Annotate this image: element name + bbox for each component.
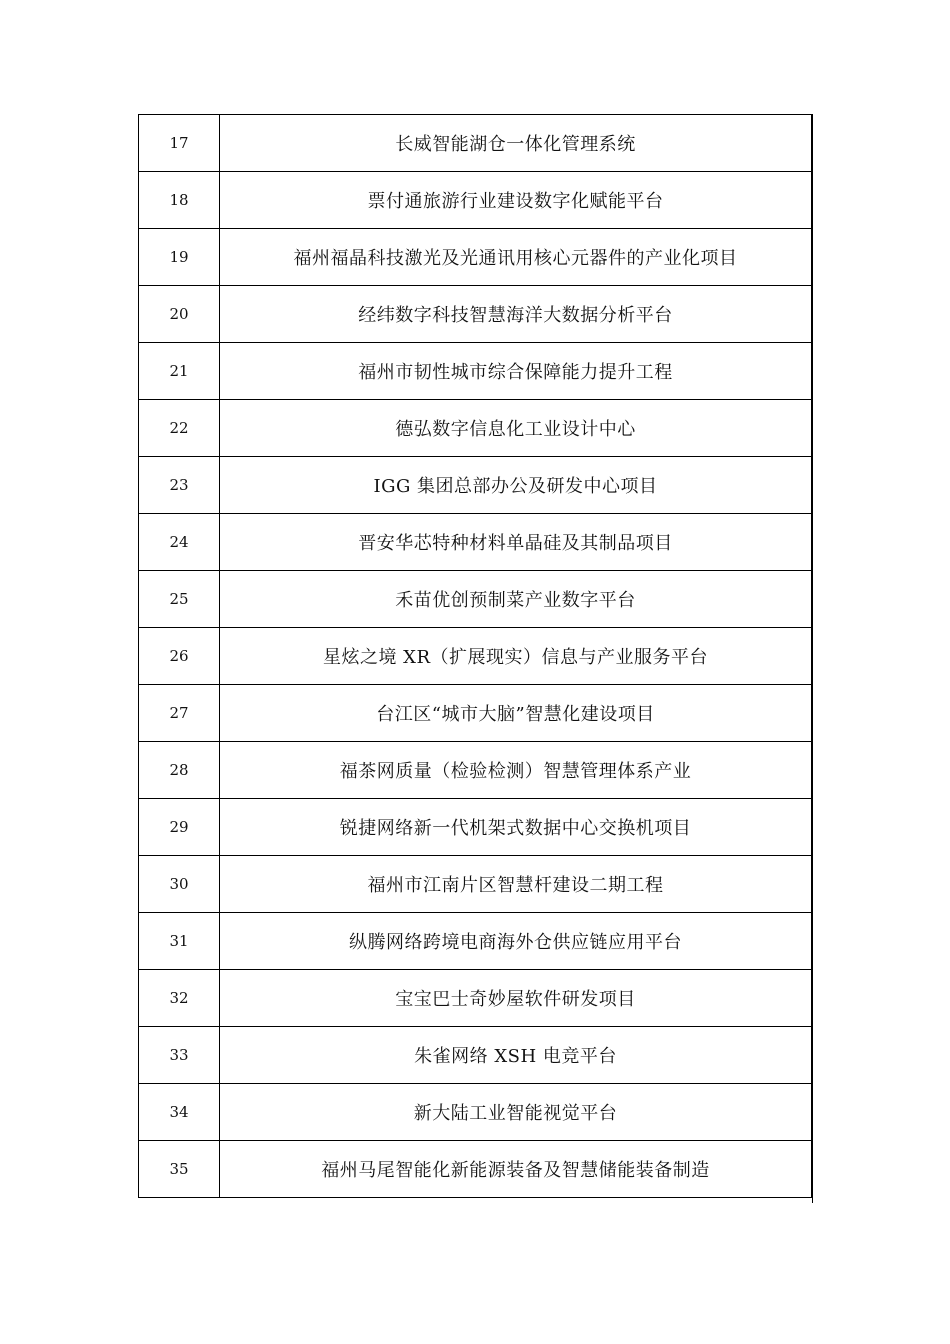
table-row: [139, 172, 812, 229]
row-number: 25: [139, 571, 220, 628]
project-name: 福州福晶科技激光及光通讯用核心元器件的产业化项目: [220, 229, 812, 286]
project-name: 德弘数字信息化工业设计中心: [220, 400, 812, 457]
row-number: 24: [139, 514, 220, 571]
row-number: 34: [139, 1084, 220, 1141]
row-number: 21: [139, 343, 220, 400]
table-row: [139, 115, 812, 172]
row-number: 20: [139, 286, 220, 343]
table-row: [139, 913, 812, 970]
project-name: 福州马尾智能化新能源装备及智慧储能装备制造: [220, 1141, 812, 1198]
project-name: 福州市韧性城市综合保障能力提升工程: [220, 343, 812, 400]
table-row: [139, 742, 812, 799]
project-name: 锐捷网络新一代机架式数据中心交换机项目: [220, 799, 812, 856]
project-name: 票付通旅游行业建设数字化赋能平台: [220, 172, 812, 229]
project-name: 纵腾网络跨境电商海外仓供应链应用平台: [220, 913, 812, 970]
row-number: 18: [139, 172, 220, 229]
row-number: 23: [139, 457, 220, 514]
project-name: 福州市江南片区智慧杆建设二期工程: [220, 856, 812, 913]
table-row: [139, 457, 812, 514]
project-name: IGG 集团总部办公及研发中心项目: [220, 457, 812, 514]
row-number: 32: [139, 970, 220, 1027]
row-number: 27: [139, 685, 220, 742]
row-number: 30: [139, 856, 220, 913]
table-row: [139, 1027, 812, 1084]
table-row: [139, 685, 812, 742]
row-number: 33: [139, 1027, 220, 1084]
table-double-border: [812, 114, 813, 1203]
table-row: [139, 628, 812, 685]
project-name: 福茶网质量（检验检测）智慧管理体系产业: [220, 742, 812, 799]
table-row: [139, 229, 812, 286]
row-number: 22: [139, 400, 220, 457]
table-row: [139, 400, 812, 457]
row-number: 28: [139, 742, 220, 799]
project-name: 禾苗优创预制菜产业数字平台: [220, 571, 812, 628]
table-row: [139, 571, 812, 628]
row-number: 31: [139, 913, 220, 970]
row-number: 29: [139, 799, 220, 856]
row-number: 26: [139, 628, 220, 685]
row-number: 19: [139, 229, 220, 286]
project-name: 朱雀网络 XSH 电竞平台: [220, 1027, 812, 1084]
table-row: [139, 286, 812, 343]
project-table: [138, 114, 812, 1198]
table-row: [139, 1141, 812, 1198]
row-number: 35: [139, 1141, 220, 1198]
project-name: 长威智能湖仓一体化管理系统: [220, 115, 812, 172]
project-name: 新大陆工业智能视觉平台: [220, 1084, 812, 1141]
table-row: [139, 799, 812, 856]
table-row: [139, 1084, 812, 1141]
table-row: [139, 970, 812, 1027]
table-row: [139, 514, 812, 571]
project-name: 晋安华芯特种材料单晶硅及其制品项目: [220, 514, 812, 571]
table-row: [139, 856, 812, 913]
project-name: 宝宝巴士奇妙屋软件研发项目: [220, 970, 812, 1027]
table-row: [139, 343, 812, 400]
project-name: 星炫之境 XR（扩展现实）信息与产业服务平台: [220, 628, 812, 685]
project-name: 经纬数字科技智慧海洋大数据分析平台: [220, 286, 812, 343]
row-number: 17: [139, 115, 220, 172]
project-name: 台江区“城市大脑”智慧化建设项目: [220, 685, 812, 742]
